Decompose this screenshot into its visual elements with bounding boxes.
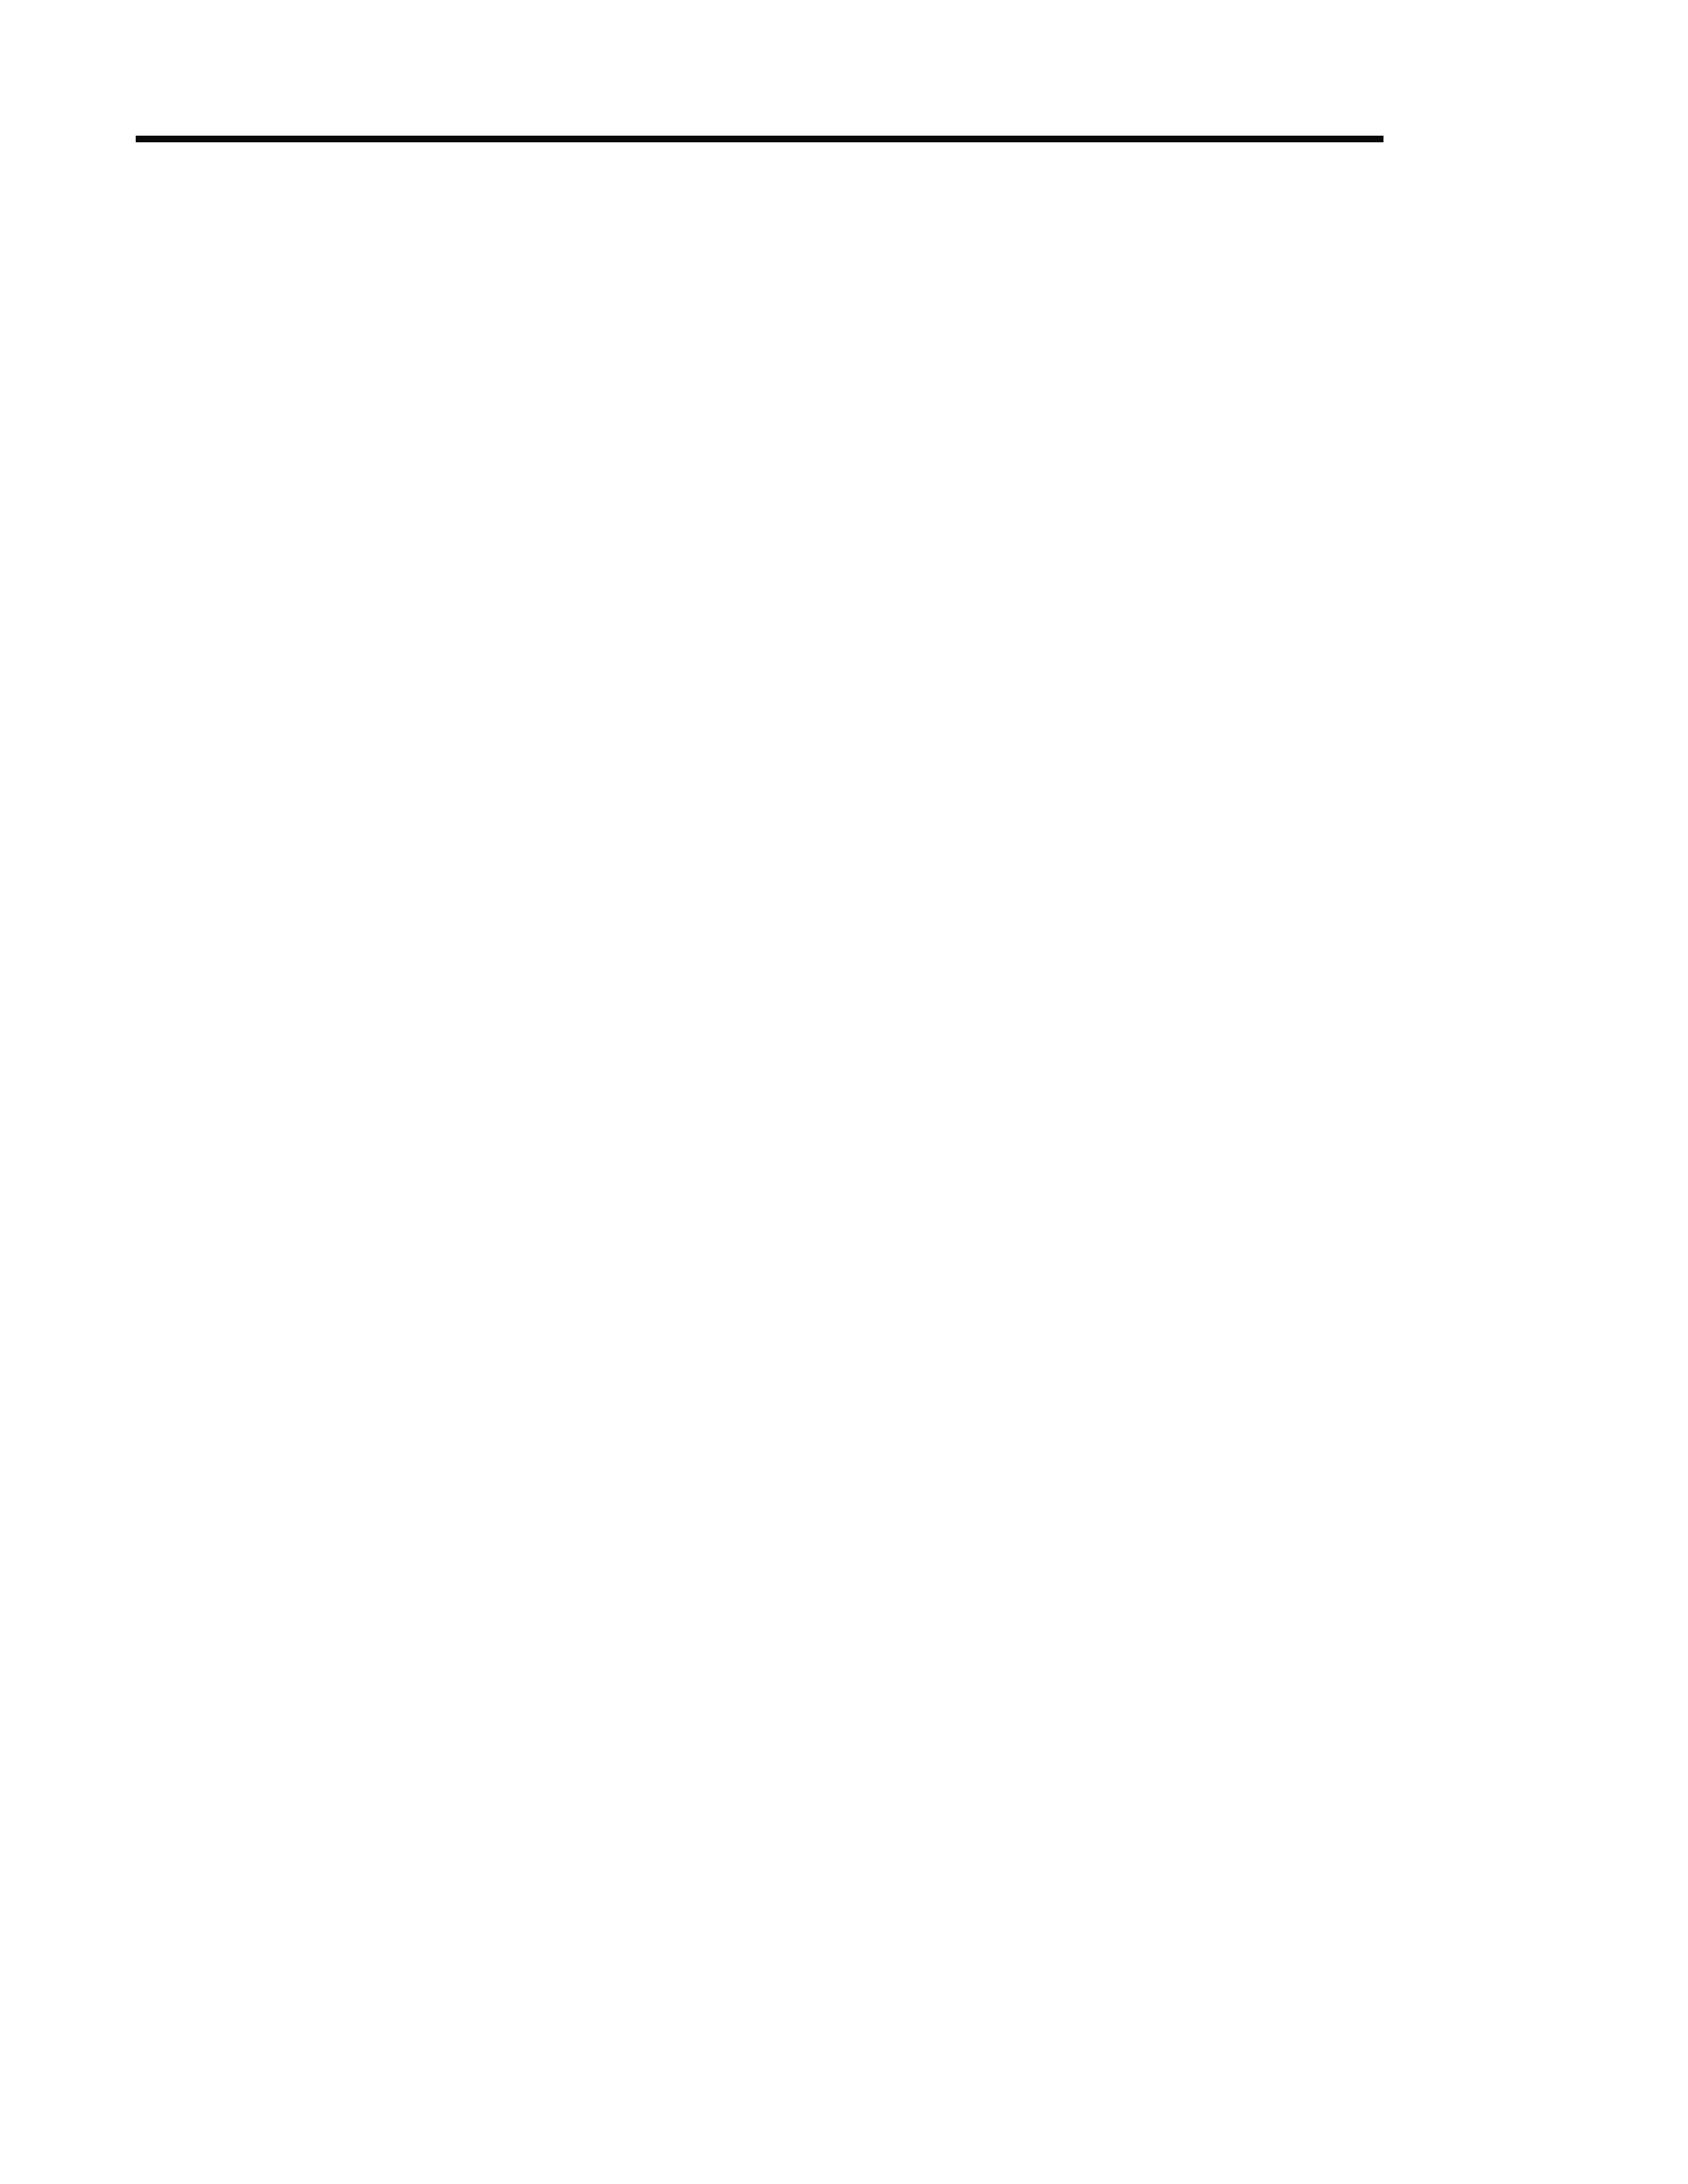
schedule-table: [136, 136, 1383, 142]
